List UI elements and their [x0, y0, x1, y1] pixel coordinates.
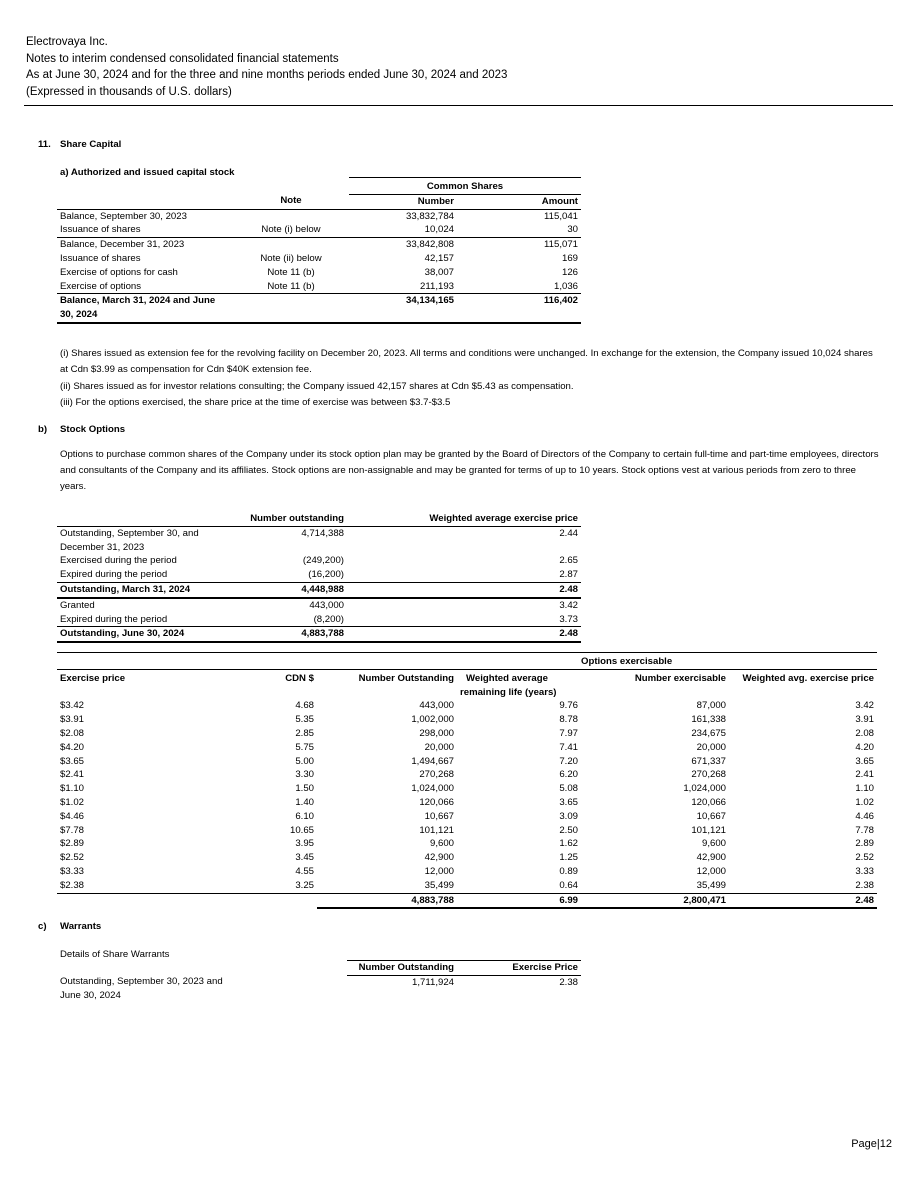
number-outstanding: 35,499	[317, 879, 457, 893]
table-row	[57, 280, 581, 294]
row-amount: 115,041	[544, 210, 578, 222]
row-label: Outstanding, March 31, 2024	[57, 582, 247, 597]
warrants-price: 2.38	[559, 976, 578, 988]
row-label: Issuance of shares	[60, 252, 141, 264]
warrants-price-header: Exercise Price	[457, 961, 581, 976]
row-label-line1: Outstanding, September 30, and	[60, 527, 199, 539]
row-label: Exercised during the period	[60, 555, 177, 567]
number-exercisable: 10,667	[696, 810, 726, 822]
row-price: 3.73	[347, 613, 581, 627]
row-label: Expired during the period	[57, 568, 247, 582]
total-label	[57, 294, 233, 323]
weighted-avg-price: 1.10	[855, 783, 874, 795]
number-outstanding: 1,002,000	[411, 714, 454, 726]
cdn-price: 1.50	[295, 783, 314, 795]
table-c-group-header-row	[57, 655, 877, 669]
row-note: Note 11 (b)	[233, 280, 349, 294]
number-exercisable: 671,337	[691, 755, 726, 767]
table-row	[57, 865, 877, 879]
table-row	[57, 598, 581, 613]
number-outstanding: 1,024,000	[411, 783, 454, 795]
common-shares-header: Common Shares	[349, 180, 581, 194]
cdn-header: CDN $	[257, 669, 317, 699]
table-row	[57, 252, 581, 266]
subsection-b-title: Stock Options	[60, 424, 126, 435]
row-price: 2.65	[559, 555, 578, 567]
row-note	[233, 238, 349, 252]
remaining-life: 1.25	[559, 852, 578, 864]
row-label: Issuance of shares	[57, 223, 233, 237]
number-exercisable: 12,000	[696, 865, 726, 877]
cdn-price: 6.10	[295, 810, 314, 822]
table-a-top-rule	[349, 177, 581, 178]
number-outstanding: 298,000	[419, 727, 454, 739]
total-label-line2: 30, 2024	[60, 309, 98, 321]
section-number: 11.	[38, 139, 51, 150]
row-price: 3.42	[559, 599, 578, 611]
remaining-life: 0.64	[457, 879, 581, 893]
table-c-header-row	[57, 669, 877, 699]
row-number: 33,842,808	[405, 239, 454, 251]
row-label: Outstanding, June 30, 2024	[57, 627, 247, 642]
remaining-life-header	[457, 669, 581, 699]
cdn-price: 5.75	[295, 741, 314, 753]
weighted-avg-price: 2.38	[729, 879, 877, 893]
exercise-price: $7.78	[60, 824, 85, 836]
options-exercisable-header: Options exercisable	[581, 656, 673, 667]
stock-options-paragraph: Options to purchase common shares of the Company under its stock option plan may be granted by the Board of Directors of the Company to certain full-time and part-time employees, directors and consultants of the Company and its affiliates. Stock options are non-assignable and may be granted for terms of up to 10 years. Stock options vest at various periods from zero to three years.	[60, 449, 879, 492]
table-row	[57, 238, 581, 252]
statement-period: As at June 30, 2024 and for the three and nine months periods ended June 30, 2024 and 2023	[26, 69, 508, 81]
row-price: 2.44	[559, 527, 578, 539]
note-iii: (iii) For the options exercised, the share price at the time of exercise was between $3.7-$3.5	[60, 397, 451, 408]
exercise-price: $3.91	[60, 714, 85, 726]
weighted-avg-price: 2.52	[855, 852, 874, 864]
table-row	[57, 879, 877, 893]
note-column-header: Note	[233, 194, 349, 209]
total-exercisable: 2,800,471	[581, 893, 729, 908]
exercise-price: $2.08	[60, 727, 85, 739]
number-exercisable: 87,000	[696, 700, 726, 712]
weighted-avg-price: 3.65	[855, 755, 874, 767]
row-note: Note 11 (b)	[267, 266, 315, 278]
row-number: 33,832,784	[405, 210, 454, 222]
row-label-line1: Outstanding, September 30, 2023 and	[60, 976, 223, 988]
row-amount: 115,071	[544, 239, 578, 251]
exercise-price: $2.52	[60, 852, 85, 864]
cdn-price: 3.45	[295, 852, 314, 864]
number-outstanding: 443,000	[419, 700, 454, 712]
table-row	[57, 727, 877, 741]
exercise-price: $1.02	[60, 796, 85, 808]
exercise-price: $2.38	[57, 879, 257, 893]
table-row	[57, 810, 877, 824]
weighted-avg-price: 2.08	[855, 727, 874, 739]
note-ii: (ii) Shares issued as for investor relations consulting; the Company issued 42,157 shares at Cdn $5.43 as compensation.	[60, 381, 574, 392]
weighted-price-header: Weighted average exercise price	[347, 512, 581, 526]
exercise-price: $1.10	[60, 783, 85, 795]
cdn-price: 3.30	[295, 769, 314, 781]
row-amount: 30	[457, 223, 581, 237]
number-outstanding: 1,494,667	[411, 755, 454, 767]
weighted-avg-price: 7.78	[855, 824, 874, 836]
warrants-table	[57, 960, 581, 1003]
warrants-subtitle: Details of Share Warrants	[60, 949, 170, 960]
row-label	[57, 526, 247, 554]
exercise-price: $2.89	[60, 838, 85, 850]
table-subtotal-row	[57, 582, 581, 597]
number-outstanding: 42,900	[424, 852, 454, 864]
document-header	[26, 34, 507, 100]
number-outstanding: 120,066	[419, 796, 454, 808]
row-number: 443,000	[309, 599, 344, 611]
number-exercisable: 9,600	[701, 838, 726, 850]
total-number: 34,134,165	[349, 294, 457, 323]
row-label: Expired during the period	[57, 613, 247, 627]
exercise-price: $3.65	[60, 755, 85, 767]
cdn-price: 2.85	[295, 727, 314, 739]
cdn-price: 3.95	[295, 838, 314, 850]
remaining-life: 3.09	[559, 810, 578, 822]
table-row	[57, 837, 877, 851]
row-number: (8,200)	[247, 613, 347, 627]
number-exercisable: 234,675	[691, 727, 726, 739]
row-label	[57, 975, 347, 1003]
total-wavg: 2.48	[729, 893, 877, 908]
remaining-life-header-line2: remaining life (years)	[460, 686, 557, 698]
row-number: 211,193	[349, 280, 457, 294]
table-b-header-row	[57, 512, 581, 526]
weighted-avg-price: 1.02	[855, 796, 874, 808]
table-row	[57, 223, 581, 237]
table-row	[57, 796, 877, 810]
number-outstanding: 10,667	[424, 810, 454, 822]
row-label: Balance, September 30, 2023	[60, 210, 187, 222]
number-exercisable: 161,338	[691, 714, 726, 726]
row-number: 10,024	[349, 223, 457, 237]
number-exercisable: 120,066	[691, 796, 726, 808]
number-outstanding-header: Number Outstanding	[317, 669, 457, 699]
remaining-life-header-line1: Weighted average	[466, 672, 548, 684]
row-number: 4,883,788	[247, 627, 347, 642]
exercise-price: $2.41	[60, 769, 85, 781]
table-row	[57, 554, 581, 568]
row-label: Balance, December 31, 2023	[60, 239, 185, 251]
row-label: Granted	[60, 599, 95, 611]
remaining-life: 7.97	[559, 727, 578, 739]
row-label: Exercise of options	[57, 280, 233, 294]
remaining-life: 6.20	[559, 769, 578, 781]
row-number: (16,200)	[247, 568, 347, 582]
cdn-price: 5.35	[295, 714, 314, 726]
subsection-a-title: a) Authorized and issued capital stock	[60, 167, 235, 178]
table-row	[57, 699, 877, 713]
row-number: 4,448,988	[247, 582, 347, 597]
table-total-row	[57, 893, 877, 908]
table-c-top-rule	[57, 652, 877, 653]
row-note: Note (ii) below	[260, 252, 322, 264]
remaining-life: 7.41	[559, 741, 578, 753]
table-row	[57, 209, 581, 223]
subsection-c-label: c)	[38, 921, 47, 932]
table-row	[57, 613, 581, 627]
exercise-price: $3.42	[60, 700, 85, 712]
exercise-price: $4.46	[60, 810, 85, 822]
total-life: 6.99	[457, 893, 581, 908]
number-outstanding: 9,600	[429, 838, 454, 850]
cdn-price: 4.55	[295, 865, 314, 877]
weighted-avg-price: 4.46	[855, 810, 874, 822]
row-price: 2.48	[347, 627, 581, 642]
table-row	[57, 266, 581, 280]
table-c-body	[57, 699, 877, 893]
page-number: Page|12	[851, 1138, 892, 1150]
table-d-header-row	[57, 961, 581, 976]
statement-subtitle: Notes to interim condensed consolidated financial statements	[26, 52, 339, 65]
number-outstanding: 12,000	[424, 865, 454, 877]
total-outstanding: 4,883,788	[317, 893, 457, 908]
table-row	[57, 851, 877, 865]
row-note: Note (i) below	[233, 223, 349, 237]
table-row	[57, 975, 581, 1003]
total-amount: 116,402	[457, 294, 581, 323]
row-price: 2.48	[347, 582, 581, 597]
row-label: Exercise of options for cash	[60, 266, 178, 278]
subsection-b-label: b)	[38, 424, 48, 435]
row-amount: 1,036	[457, 280, 581, 294]
remaining-life: 7.20	[559, 755, 578, 767]
cdn-price: 10.65	[289, 824, 314, 836]
exercise-price-header: Exercise price	[57, 669, 257, 699]
row-number: 42,157	[424, 252, 454, 264]
weighted-avg-price: 2.89	[855, 838, 874, 850]
company-name: Electrovaya Inc.	[26, 36, 108, 48]
table-row	[57, 713, 877, 727]
cdn-price: 3.25	[257, 879, 317, 893]
capital-stock-table	[57, 180, 581, 324]
warrants-outstanding-header: Number Outstanding	[347, 961, 457, 976]
options-by-price-table	[57, 655, 877, 909]
amount-column-header: Amount	[457, 194, 581, 209]
table-row	[57, 782, 877, 796]
weighted-avg-price: 2.41	[855, 769, 874, 781]
table-row	[57, 768, 877, 782]
row-note	[233, 209, 349, 223]
number-outstanding-header: Number outstanding	[247, 512, 347, 526]
exercise-price: $3.33	[60, 865, 85, 877]
row-price: 2.87	[347, 568, 581, 582]
row-amount: 126	[561, 266, 578, 278]
remaining-life: 1.62	[559, 838, 578, 850]
table-row	[57, 824, 877, 838]
number-exercisable-header: Number exercisable	[581, 669, 729, 699]
options-exercisable-cell	[581, 655, 877, 669]
weighted-avg-price: 3.33	[855, 865, 874, 877]
number-exercisable: 101,121	[691, 824, 726, 836]
cdn-price: 4.68	[295, 700, 314, 712]
warrants-outstanding: 1,711,924	[412, 976, 454, 988]
total-label-line1: Balance, March 31, 2024 and June	[60, 295, 216, 307]
row-number: 4,714,388	[301, 527, 344, 539]
table-row	[57, 741, 877, 755]
header-divider	[24, 105, 893, 106]
number-outstanding: 20,000	[424, 741, 454, 753]
currency-note: (Expressed in thousands of U.S. dollars)	[26, 85, 232, 98]
row-number: (249,200)	[302, 555, 344, 567]
table-a-group-header-row	[57, 180, 581, 194]
table-a-header-row	[57, 194, 581, 209]
note-i: (i) Shares issued as extension fee for the revolving facility on December 20, 2023. All terms and conditions were unchanged. In exchange for the extension, the Company issued 10,024 shares at Cdn $3.99 as compensation for Cdn $40K extension fee.	[60, 348, 873, 375]
weighted-avg-price-header: Weighted avg. exercise price	[729, 669, 877, 699]
row-number: 38,007	[424, 266, 454, 278]
weighted-avg-price: 3.91	[855, 714, 874, 726]
remaining-life: 5.08	[559, 783, 578, 795]
number-exercisable: 35,499	[581, 879, 729, 893]
remaining-life: 3.65	[559, 796, 578, 808]
table-row	[57, 526, 581, 554]
cdn-price: 5.00	[295, 755, 314, 767]
table-total-row	[57, 294, 581, 323]
stock-options-table	[57, 512, 581, 643]
cdn-price: 1.40	[295, 796, 314, 808]
weighted-avg-price: 4.20	[855, 741, 874, 753]
row-amount: 169	[561, 252, 578, 264]
subsection-c-title: Warrants	[60, 921, 102, 932]
remaining-life: 0.89	[559, 865, 578, 877]
remaining-life: 9.76	[559, 700, 578, 712]
weighted-avg-price: 3.42	[855, 700, 874, 712]
row-label-line2: June 30, 2024	[60, 990, 121, 1002]
section-title: Share Capital	[60, 139, 122, 150]
number-exercisable: 20,000	[696, 741, 726, 753]
table-row	[57, 568, 581, 582]
number-outstanding: 270,268	[419, 769, 454, 781]
exercise-price: $4.20	[60, 741, 85, 753]
number-column-header: Number	[349, 194, 457, 209]
table-total-row	[57, 627, 581, 642]
number-outstanding: 101,121	[419, 824, 454, 836]
remaining-life: 8.78	[559, 714, 578, 726]
row-label-line2: December 31, 2023	[60, 541, 145, 553]
number-exercisable: 1,024,000	[683, 783, 726, 795]
table-row	[57, 755, 877, 769]
remaining-life: 2.50	[559, 824, 578, 836]
number-exercisable: 42,900	[696, 852, 726, 864]
number-exercisable: 270,268	[691, 769, 726, 781]
